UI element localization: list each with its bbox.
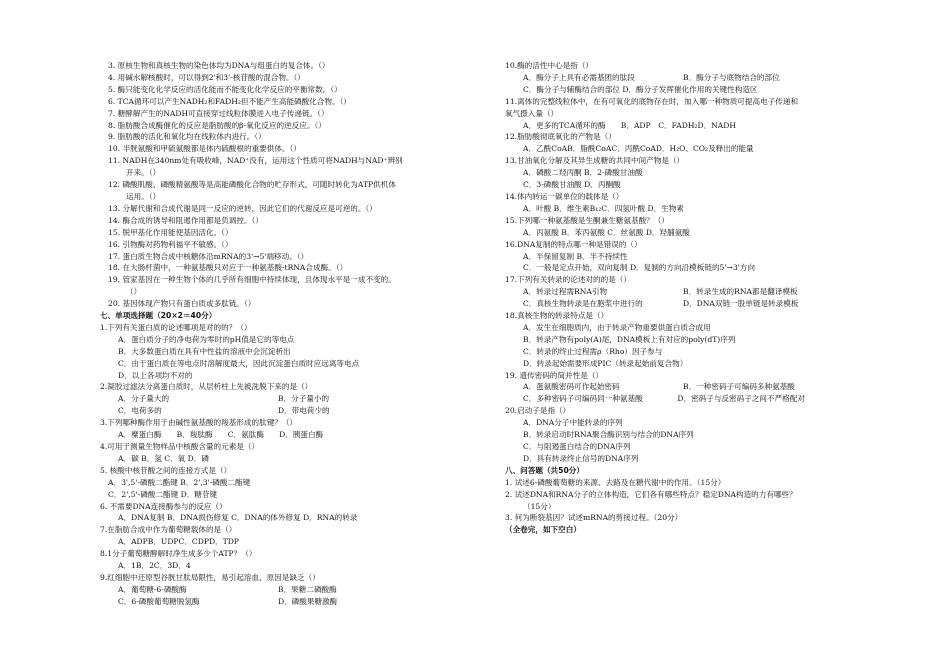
option: B．大多数蛋白质在具有中性盐的溶液中会沉淀析出 xyxy=(118,346,291,356)
question: 19. 遗传密码的简并性是（） xyxy=(505,370,604,380)
tf-item: 15. 脱甲基化作用能使基因活化。（） xyxy=(108,227,233,237)
tf-item: 18. 在大肠杆菌中，一种氨基酸只对应于一种氨基酸-tRNA合成酶。（） xyxy=(108,263,348,273)
option: B．酶分子与底物结合的部位 xyxy=(683,72,780,82)
option: C．转录的终止过程需ρ（Rho）因子参与 xyxy=(523,346,663,356)
option: C．2',5'-磷酸二酯键 D．糖苷键 xyxy=(108,489,218,499)
option: C．酶分子与辅酶结合的部位 D．酶分子发挥催化作用的关键性构造区 xyxy=(523,84,758,94)
option-pair xyxy=(505,298,805,310)
question: 3.下列哪种酶作用于由碱性氨基酸的羧基形成的肽键？（） xyxy=(100,418,298,428)
option: A．半保留复制 B．半不持续性 xyxy=(523,251,628,261)
tf-item: 16. 引物酶对药物利福平不敏感。（） xyxy=(108,239,233,249)
option: A．ADPB．UDPC．CDPD．TDP xyxy=(118,537,239,547)
option: A．碳 B．氢 C．氧 D．磷 xyxy=(118,453,209,463)
option-pair xyxy=(100,596,440,608)
question: 12.脂肪酸彻底氧化的产物是（） xyxy=(505,132,616,142)
essay-questions xyxy=(505,477,805,525)
tf-item: 6. TCA循环可以产生NADH₂和FADH₂但不能产生高能磷酸化合物。（） xyxy=(108,96,352,106)
option: D．以上各项均不对的 xyxy=(118,370,193,380)
tf-item: 5. 酶只能变化化学反应的活化能而不能变化化学反应的平衡常数。（） xyxy=(108,84,342,94)
question: 3. 何为断裂基因？试述mRNA的剪接过程。（20分） xyxy=(505,513,683,523)
question: 10.酶的活性中心是指（） xyxy=(505,61,594,70)
true-false-questions xyxy=(100,60,440,310)
question: 1.下列有关蛋白质的论述哪项是对的的？（） xyxy=(100,322,252,332)
tf-item: 运用。（） xyxy=(126,191,161,201)
option: A．转录过程需RNA引物 xyxy=(523,287,608,297)
option: A．DNA分子中能转录的序列 xyxy=(523,418,623,428)
option-pair xyxy=(100,393,440,405)
question: 6. 不需要DNA连接酶参与的反应（） xyxy=(100,501,227,511)
question: 13.甘油氧化分解及其异生成糖的共同中间产物是（） xyxy=(505,156,685,166)
option: A．发生在细胞质内，由于转录产物重要供蛋白质合成用 xyxy=(523,322,711,332)
question: 2. 试述DNA和RNA分子的立体构造，它们各有哪些特点？稳定DNA构造的力有哪些？ xyxy=(505,489,797,499)
option-pair xyxy=(100,405,440,417)
option: D．具有转录终止信号的DNA序列 xyxy=(523,453,639,463)
question: 15.下列哪一种氨基酸是生酮兼生糖氨基酸？（） xyxy=(505,215,669,225)
tf-item: 14. 酶合成的诱导和阻遏作用都是负调控。（） xyxy=(108,215,263,225)
option: C．一般是定点开始，双向复制 D．复制的方向沿模板链的5'→3'方向 xyxy=(523,263,755,273)
question: 14.体内转运一碳单位的载体是（） xyxy=(505,191,624,201)
tf-item: 11. NADH在340nm处有吸收峰，NAD⁺没有，运用这个性质可将NADH与NAD⁺辨别 xyxy=(108,156,403,166)
tf-item: 7. 糖酵解产生的NADH可直接穿过线粒体膜进入电子传递链。（） xyxy=(108,108,329,118)
option: D．带电荷少的 xyxy=(278,406,330,416)
question: 17.下列有关转录的论述对的的是（） xyxy=(505,275,631,285)
tf-item: 12. 磷酸肌酸、磷酸精氨酸等是高能磷酸化合物的贮存形式，可随时转化为ATP供机体 xyxy=(108,180,396,190)
option: D．DNA双链一股单链是转录模板 xyxy=(683,299,799,309)
option: A．1B．2C．3D．4 xyxy=(118,561,191,571)
option: A．3',5'-磷酸二酯键 B．2',3'-磷酸二酯键 xyxy=(108,477,251,487)
tf-item: 3. 原核生物和真核生物的染色体均为DNA与组蛋白的复合体。（） xyxy=(108,61,330,70)
tf-item: 开来。（） xyxy=(126,168,161,178)
option: C．3-磷酸甘油酸 D．丙酮酸 xyxy=(523,180,621,190)
option: A．蛋白质分子的净电荷为零时的pH值是它的等电点 xyxy=(118,334,295,344)
question: 8.1分子葡萄糖酵解时净生成多少个ATP？（） xyxy=(100,549,257,559)
option: A．丙氨酸 B．苯丙氨酸 C．丝氨酸 D．羟脯氨酸 xyxy=(523,227,690,237)
option-pair xyxy=(505,286,805,298)
option: D．磷酸果糖激酶 xyxy=(278,596,338,606)
question: 4.可用于测量生物样品中核酸含量的元素是（） xyxy=(100,442,260,451)
option: A．叶酸 B．维生素B₁₂C．四氢叶酸 D．生物素 xyxy=(523,203,684,213)
tf-item: 9. 脂肪酸的活化和氧化均在线粒体内进行。（） xyxy=(108,132,266,142)
question: 1. 试述6-磷酸葡萄糖的来源、去路及在糖代谢中的作用。（15分） xyxy=(505,477,726,487)
section-7-title: 七、单项选择题（20×2＝40分） xyxy=(100,311,217,321)
multiple-choice-questions xyxy=(100,322,440,608)
tf-item: 10. 半胱氨酸和甲硫氨酸都是体内硫酸根的重要供体。（） xyxy=(108,144,301,154)
tf-item: 8. 脂肪酸合成酶催化的反应是脂肪酸的β-氧化反应的逆反应。（） xyxy=(108,120,326,130)
option: （15分） xyxy=(523,501,556,511)
option: C．多种密码子可编码同一种氨基酸 xyxy=(523,394,643,404)
option-pair xyxy=(505,381,805,393)
option-pair xyxy=(505,393,805,405)
option: A．乙酰CoAB．脂酰CoAC．丙酰CoAD．H₂O、CO₂及释出的能量 xyxy=(523,144,754,154)
end-note: （全卷完，如下空白） xyxy=(505,525,581,535)
multiple-choice-questions-continued xyxy=(505,60,805,465)
option: D．转录起始需要形成PIC（转录起始前复合物） xyxy=(523,358,688,368)
option: B．转录生成的RNA都是翻译模板 xyxy=(683,287,798,297)
option: A．分子量大的 xyxy=(118,394,170,404)
tf-item: 19. 管家基因在一种生物个体的几乎所有细胞中持续体现，且体现水平是一成不变的。 xyxy=(108,275,396,285)
option-pair xyxy=(100,584,440,596)
right-column xyxy=(505,60,805,536)
option: A．糜蛋白酶 B．羧肽酶 C．氨肽酶 D．胰蛋白酶 xyxy=(118,430,324,440)
question: 9.红细胞中还原型谷胱甘肽局限性，易引起溶血，原因是缺乏（） xyxy=(100,572,320,582)
option: B．一种密码子可编码多种氨基酸 xyxy=(683,382,795,392)
option: C．6-磷酸葡萄糖脱氢酶 xyxy=(118,596,200,606)
option: C．真核生物转录是在胞浆中进行的 xyxy=(523,299,643,309)
question: 18.真核生物的转录特点是（） xyxy=(505,311,609,321)
left-column xyxy=(100,60,440,608)
question: 20.启动子是指（） xyxy=(505,406,571,416)
option: C．电荷多的 xyxy=(118,406,162,416)
tf-item: 4. 用碱水解核酸时，可以得到2'和3'-核苷酸的混合物。（） xyxy=(108,72,305,82)
option: A．DNA复制 B．DNA损伤修复 C．DNA的体外修复 D．RNA的转录 xyxy=(118,513,358,523)
question: 11.离体的完整线粒体中，在有可氧化的底物存在时，加入哪一种物质可提高电子传递和 xyxy=(505,96,799,106)
tf-item: 17. 蛋白质生物合成中核糖体沿mRNA的3'→5'端移动。（） xyxy=(108,251,309,261)
tf-item: 13. 分解代谢和合成代谢是同一反应的逆转，因此它们的代谢反应是可逆的。（） xyxy=(108,203,377,213)
question: 氧气摄入量（） xyxy=(505,108,559,118)
option: A．更多的TCA循环的酶 B．ADP C．FADH₂D．NADH xyxy=(523,120,737,130)
option: B．果糖二磷酸酶 xyxy=(278,584,337,594)
option: B．分子量小的 xyxy=(278,394,330,404)
question: 2.凝胶过滤法分离蛋白质时，从层析柱上先被洗脱下来的是（） xyxy=(100,382,313,392)
option-pair xyxy=(505,72,805,84)
option: C．与阻遏蛋白结合的DNA序列 xyxy=(523,442,631,451)
tf-item: 20. 基因体现产物只有蛋白质或多肽链。（） xyxy=(108,299,256,309)
question: 16.DNA复制的特点哪一种是错误的（） xyxy=(505,239,642,249)
option: B．转录启动时RNA聚合酶识别与结合的DNA序列 xyxy=(523,430,694,440)
option: A．磷酸二羟丙酮 B．2-磷酸甘油酸 xyxy=(523,168,643,178)
question: 5. 核酸中核苷酸之间的连接方式是（） xyxy=(100,465,232,475)
option: D．密码子与反密码子之间不严格配对 xyxy=(677,394,805,404)
tf-item: （） xyxy=(126,287,142,297)
option: A．酶分子上具有必需基团的肽段 xyxy=(523,72,635,82)
section-8-title: 八、问答题（共50分） xyxy=(505,465,584,475)
option: A．蛋氨酸密码可作起始密码 xyxy=(523,382,620,392)
option: A．葡萄糖-6-磷酸酶 xyxy=(118,584,187,594)
option: B．转录产物有poly(A)尾，DNA模板上有对应的poly(dT)序列 xyxy=(523,334,736,344)
option: C．由于蛋白质在等电点时溶解度最大，因此沉淀蛋白质时应远离等电点 xyxy=(118,358,360,368)
question: 7.在脂肪合成中作为葡萄糖载体的是（） xyxy=(100,525,237,535)
